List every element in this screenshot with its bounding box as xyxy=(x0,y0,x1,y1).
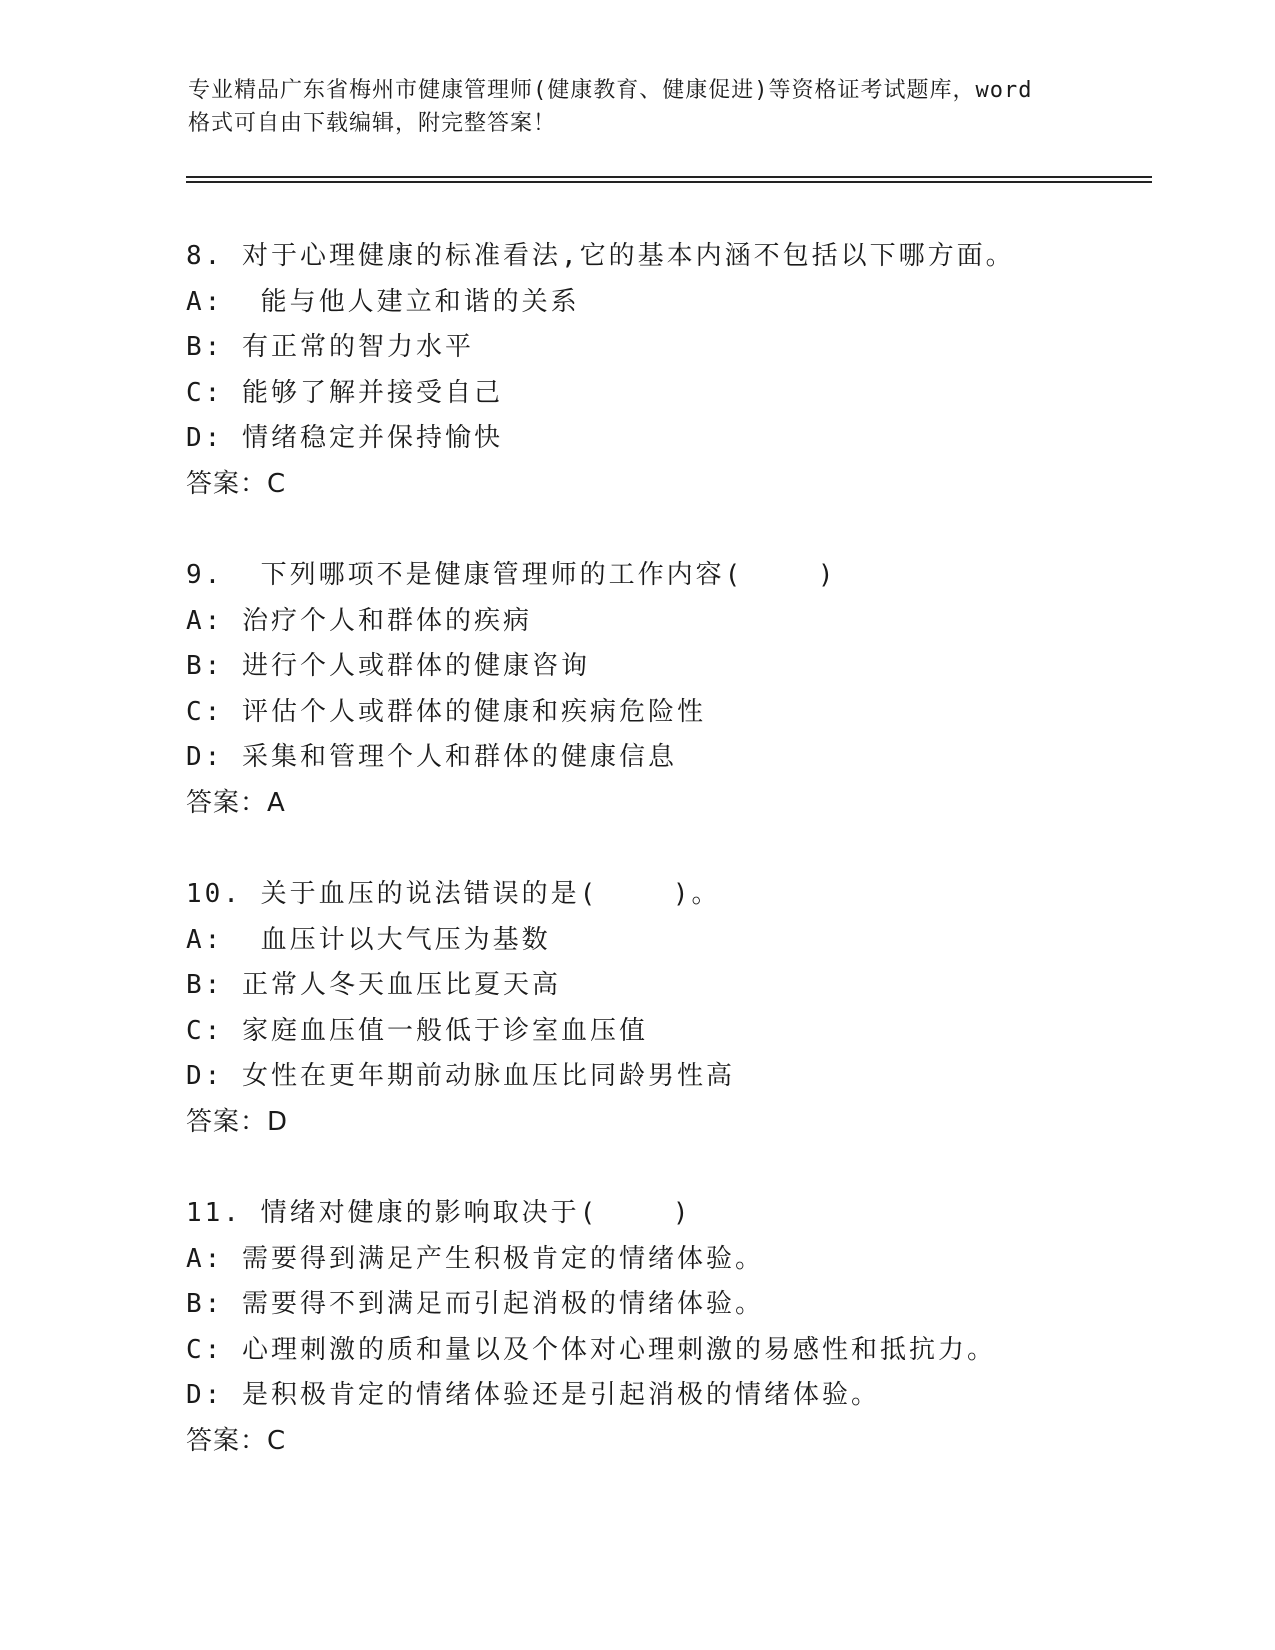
header-divider-bottom xyxy=(186,181,1152,183)
answer: 答案：C xyxy=(186,468,287,499)
option-c: C: 家庭血压值一般低于诊室血压值 xyxy=(186,1015,648,1046)
option-a: A: 需要得到满足产生积极肯定的情绪体验。 xyxy=(186,1243,764,1274)
option-b: B: 有正常的智力水平 xyxy=(186,332,474,362)
question-stem: 9. 下列哪项不是健康管理师的工作内容( ) xyxy=(186,560,837,590)
option-d: D: 采集和管理个人和群体的健康信息 xyxy=(186,742,677,772)
question-8 xyxy=(186,234,1146,507)
option-c: C: 能够了解并接受自己 xyxy=(186,377,503,408)
answer: 答案：A xyxy=(186,787,286,818)
question-stem: 11. 情绪对健康的影响取决于( ) xyxy=(186,1198,692,1228)
document-header xyxy=(188,74,1088,140)
header-divider-top xyxy=(186,176,1152,178)
option-c: C: 心理刺激的质和量以及个体对心理刺激的易感性和抵抗力。 xyxy=(186,1334,996,1365)
option-a: A: 血压计以大气压为基数 xyxy=(186,924,551,955)
question-9 xyxy=(186,553,1146,826)
option-d: D: 女性在更年期前动脉血压比同龄男性高 xyxy=(186,1061,735,1091)
question-stem: 10. 关于血压的说法错误的是( )。 xyxy=(186,879,721,909)
answer: 答案：D xyxy=(186,1106,289,1137)
option-b: B: 正常人冬天血压比夏天高 xyxy=(186,970,561,1000)
question-stem: 8. 对于心理健康的标准看法,它的基本内涵不包括以下哪方面。 xyxy=(186,241,1015,271)
option-d: D: 情绪稳定并保持愉快 xyxy=(186,423,503,453)
header-line-1: 专业精品广东省梅州市健康管理师(健康教育、健康促进)等资格证考试题库，word xyxy=(188,78,1033,103)
option-b: B: 进行个人或群体的健康咨询 xyxy=(186,651,590,681)
option-a: A: 治疗个人和群体的疾病 xyxy=(186,605,532,636)
option-a: A: 能与他人建立和谐的关系 xyxy=(186,286,580,317)
answer: 答案：C xyxy=(186,1425,287,1456)
option-d: D: 是积极肯定的情绪体验还是引起消极的情绪体验。 xyxy=(186,1380,880,1410)
option-c: C: 评估个人或群体的健康和疾病危险性 xyxy=(186,696,706,727)
question-11 xyxy=(186,1191,1146,1464)
question-10 xyxy=(186,872,1146,1145)
option-b: B: 需要得不到满足而引起消极的情绪体验。 xyxy=(186,1289,764,1319)
header-line-2: 格式可自由下载编辑，附完整答案！ xyxy=(188,111,557,136)
